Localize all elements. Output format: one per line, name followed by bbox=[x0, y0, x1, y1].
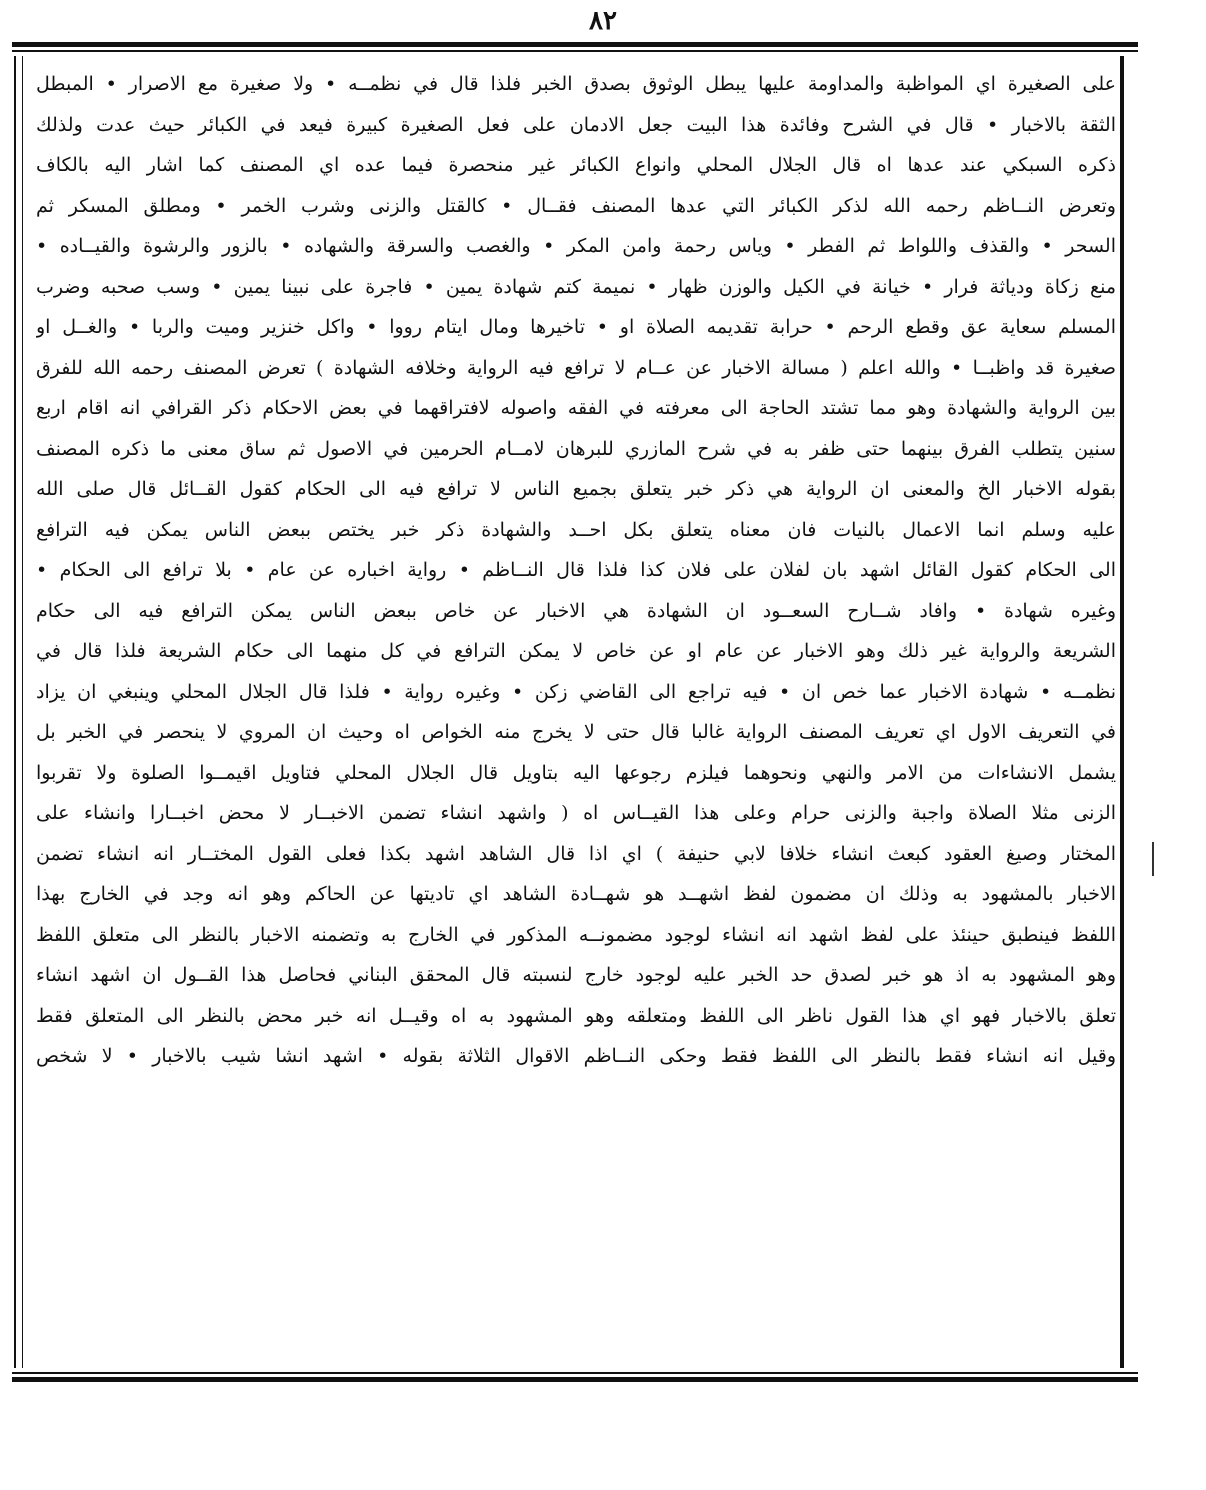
text-line: وقيل انه انشاء فقط بالنظر الى اللفظ فقط وحكى النــاظم الاقوال الثلاثة بقوله • اشهد انشا شيب بالاخبار • لا شخص bbox=[36, 1045, 1116, 1067]
text-line: السحر • والقذف واللواط ثم الفطر • وياس رحمة وامن المكر • والغصب والسرقة والشهاده • بالزور والرشوة والقيــاده • bbox=[36, 235, 1116, 257]
margin-mark bbox=[1152, 842, 1154, 876]
text-line: الى الحكام كقول القائل اشهد بان لفلان على فلان كذا فلذا قال النــاظم • رواية اخباره عن عام • بلا ترافع الى الحكام • bbox=[36, 559, 1116, 581]
top-rule bbox=[12, 42, 1138, 47]
text-line: المختار وصيغ العقود كبعث انشاء خلافا لابي حنيفة ) اي اذا قال الشاهد اشهد بكذا فعلى القول المختــار انه انشاء تضمن bbox=[36, 842, 1116, 865]
text-line: وتعرض النــاظم رحمه الله لذكر الكبائر التي عدها المصنف فقــال • كالقتل والزنى وشرب الخمر • ومطلق المسكر ثم bbox=[36, 194, 1116, 217]
text-line: في التعريف الاول اي تعريف المصنف الرواية غالبا قال حتى لا يخرج منه الخواص اه وحيث ان المروي لا ينحصر في الخبر بل bbox=[36, 721, 1116, 743]
page-number: ٨٢ bbox=[589, 6, 617, 36]
text-line: سنين يتطلب الفرق بينهما حتى ظفر به في شرح المازري للبرهان لامــام الحرمين في الاصول ثم ساق معنى ما ذكره المصنف bbox=[36, 437, 1116, 460]
text-line: المسلم سعاية عق وقطع الرحم • حرابة تقديمه الصلاة او • تاخيرها ومال ايتام رووا • واكل خنزير وميت والربا • والغــل او bbox=[36, 316, 1116, 338]
text-line: على الصغيرة اي المواظبة والمداومة عليها يبطل الوثوق بصدق الخبر فلذا قال في نظمــه • ولا صغيرة مع الاصرار • المبطل bbox=[36, 73, 1116, 95]
text-line: منع زكاة ودياثة فرار • خيانة في الكيل والوزن ظهار • نميمة كتم شهادة يمين • فاجرة على نبينا يمين • وسب صحبه وضرب bbox=[36, 275, 1116, 298]
bottom-rule-thin bbox=[12, 1372, 1138, 1374]
text-line: وغيره شهادة • وافاد شــارح السعــود ان الشهادة هي الاخبار عن خاص ببعض الناس يمكن الترافع فيه الى حكام bbox=[36, 599, 1116, 622]
text-line: بقوله الاخبار الخ والمعنى ان الرواية هي ذكر خبر يتعلق بجميع الناس لا ترافع فيه الى الحكام كقول القــائل قال صلى الله bbox=[36, 478, 1116, 500]
text-line: صغيرة قد واظبــا • والله اعلم ( مسالة الاخبار عن عــام لا ترافع فيه الرواية وخلافه الشهادة ) تعرض المصنف رحمه الله للفرق bbox=[36, 356, 1116, 379]
bottom-rule bbox=[12, 1377, 1138, 1382]
text-line: ذكره السبكي عند عدها اه قال الجلال المحلي وانواع الكبائر غير منحصرة فيما عده اي المصنف كما اشار اليه بالكاف bbox=[36, 154, 1116, 176]
text-body bbox=[36, 64, 1116, 1364]
text-line: نظمــه • شهادة الاخبار عما خص ان • فيه تراجع الى القاضي زكن • وغيره رواية • فلذا قال الجلال المحلي وينبغي ان يزاد bbox=[36, 680, 1116, 703]
text-line: وهو المشهود به اذ هو خبر لصدق حد الخبر عليه لوجود خارج لنسبته قال المحقق البناني فحاصل هذا القــول ان اشهد انشاء bbox=[36, 964, 1116, 986]
text-line: الشريعة والرواية غير ذلك وهو الاخبار عن عام او عن خاص لا يمكن الترافع في كل منهما الى حكام الشريعة فلذا قال في bbox=[36, 640, 1116, 662]
text-line: الزنى مثلا الصلاة واجبة والزنى حرام وعلى هذا القيــاس اه ( واشهد انشاء تضمن الاخبــار لا محض اخبــارا وانشاء على bbox=[36, 802, 1116, 824]
text-line: تعلق بالاخبار فهو اي هذا القول ناظر الى اللفظ ومتعلقه وهو المشهود به اه وقيــل انه خبر محض بالنظر الى المتعلق فقط bbox=[36, 1004, 1116, 1027]
text-line: يشمل الانشاءات من الامر والنهي ونحوهما فيلزم رجوعها اليه بتاويل قال الجلال المحلي فتاويل اقيمــوا الصلوة ولا تقربوا bbox=[36, 761, 1116, 784]
text-line: الاخبار بالمشهود به وذلك ان مضمون لفظ اشهــد هو شهــادة الشاهد اي تاديتها عن الحاكم وهو انه وجد في الخارج بهذا bbox=[36, 883, 1116, 905]
text-line: بين الرواية والشهادة وهو مما تشتد الحاجة الى معرفته في الفقه واصوله لافتراقهما في بعض الاحكام ذكر القرافي انه اقام اربع bbox=[36, 397, 1116, 419]
text-line: الثقة بالاخبار • قال في الشرح وفائدة هذا البيت جعل الادمان على فعل الصغيرة كبيرة فيعد في الكبائر حيث عدت ولذلك bbox=[36, 113, 1116, 136]
top-rule-thin bbox=[12, 50, 1138, 52]
text-line: عليه وسلم انما الاعمال بالنيات فان معناه يتعلق بكل احــد والشهادة ذكر خبر يختص ببعض الناس يمكن فيه الترافع bbox=[36, 518, 1116, 541]
text-line: اللفظ فينطبق حينئذ على لفظ اشهد انه انشاء لوجود مضمونــه المذكور في الخارج به وتضمنه الاخبار بالنظر الى متعلق اللفظ bbox=[36, 923, 1116, 946]
